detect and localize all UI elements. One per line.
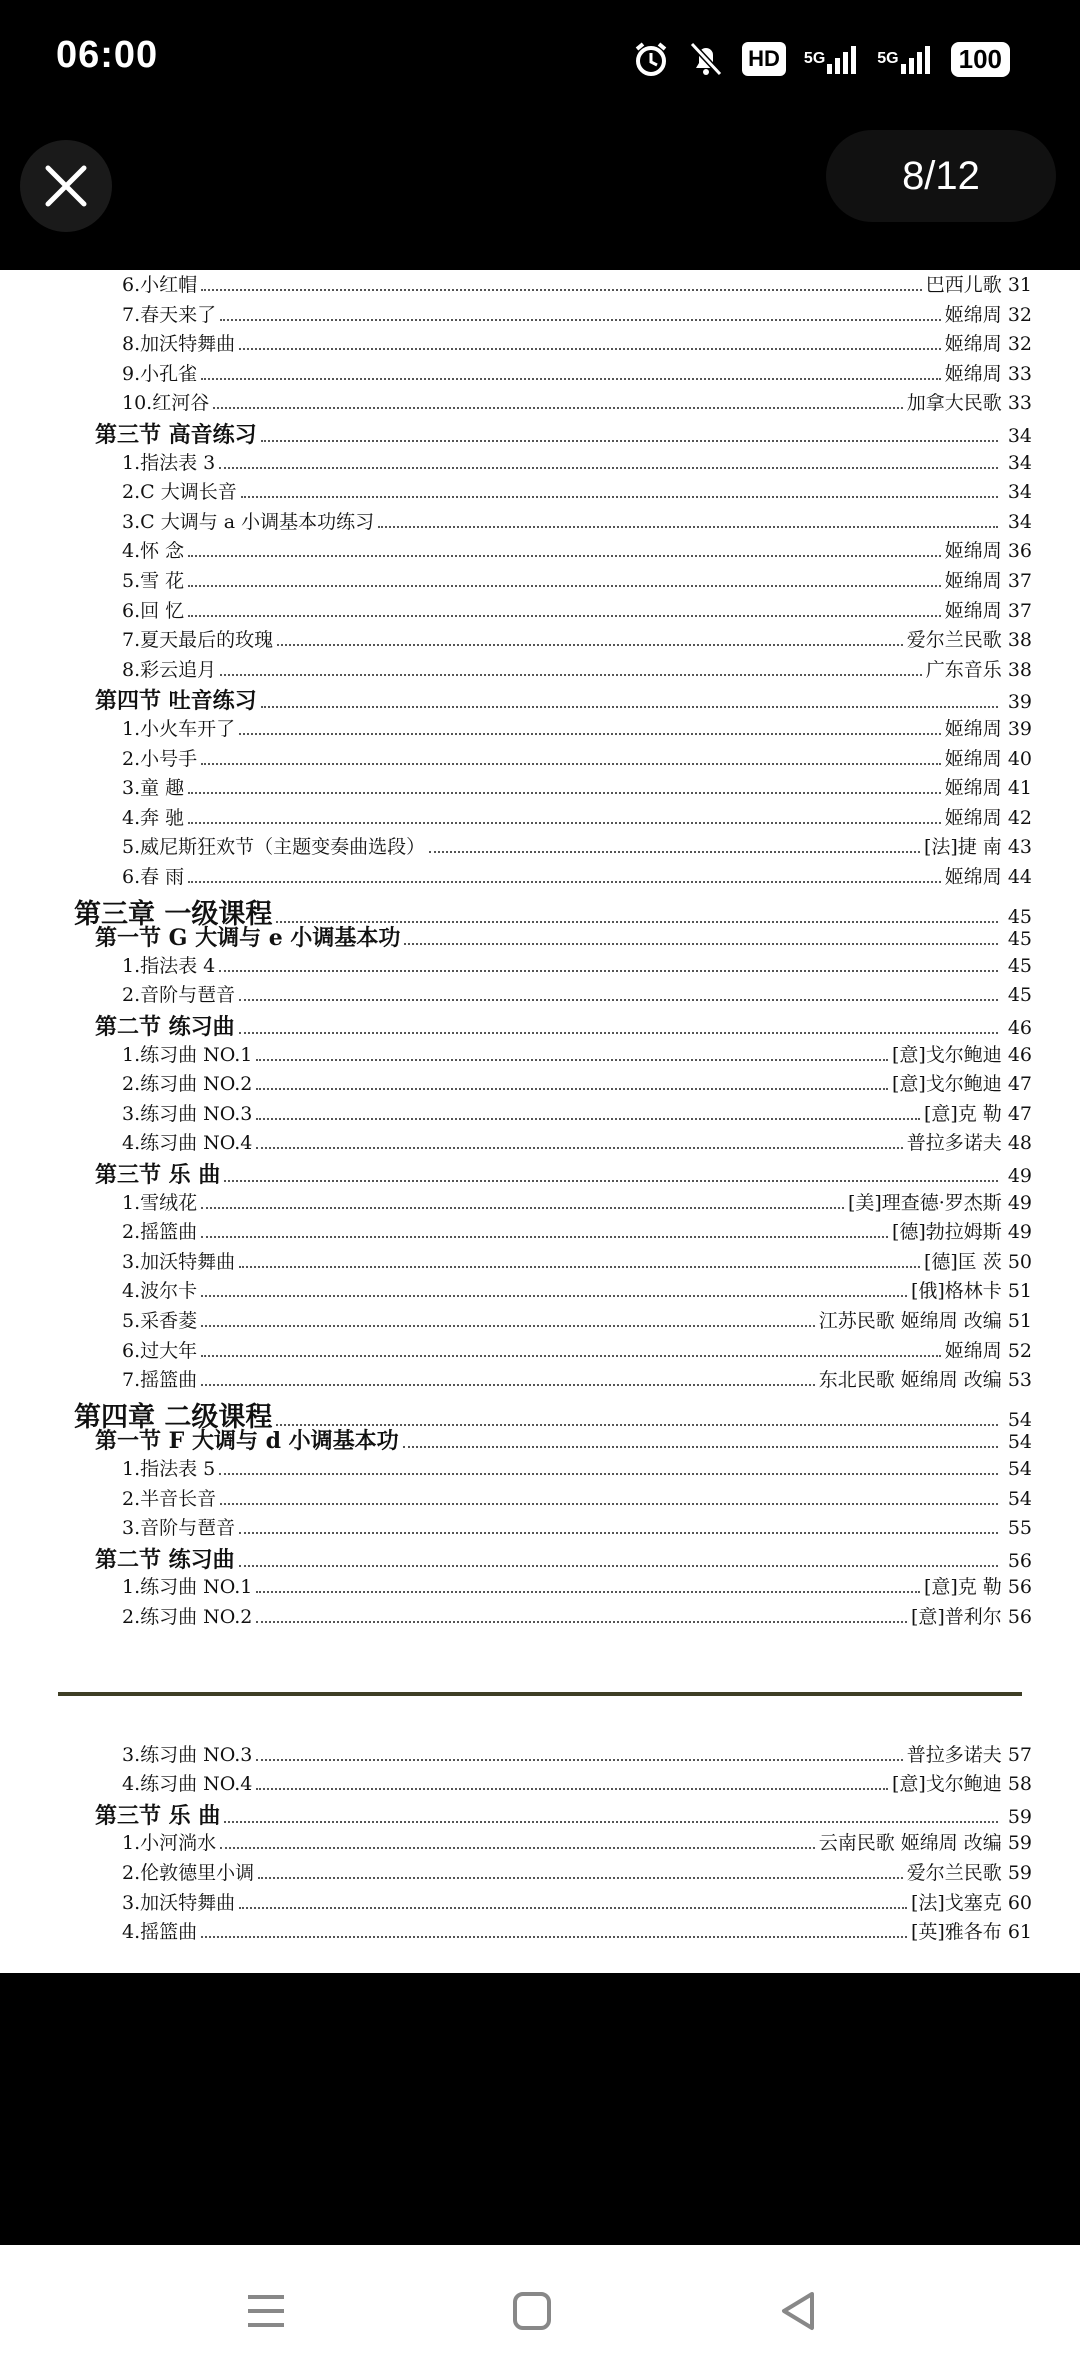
toc-author: 姬绵周	[944, 1339, 1002, 1362]
toc-page-number: 40	[1007, 747, 1032, 770]
toc-leader-dots	[256, 1759, 902, 1761]
toc-author: [法]捷 南	[923, 836, 1002, 859]
toc-page-number: 54	[1007, 1458, 1032, 1480]
toc-title: 3.加沃特舞曲	[122, 1891, 236, 1914]
toc-leader-dots	[201, 289, 922, 291]
toc-title: 2.摇篮曲	[122, 1221, 198, 1244]
toc-title: 6.过大年	[122, 1339, 198, 1362]
toc-author: [德]匡 茨	[923, 1250, 1002, 1273]
page-divider	[58, 1692, 1022, 1696]
toc-title: 9.小孔雀	[122, 362, 198, 385]
hd-badge: HD	[742, 42, 786, 76]
toc-title: 第三节 乐 曲	[95, 1802, 221, 1829]
toc-leader-dots	[201, 378, 941, 380]
toc-author: [俄]格林卡	[910, 1280, 1002, 1303]
toc-section-heading	[0, 1543, 1032, 1574]
toc-page-number: 37	[1007, 599, 1032, 622]
toc-title: 7.春天来了	[122, 303, 217, 326]
toc-page-number: 51	[1007, 1310, 1032, 1332]
toc-title: 3.加沃特舞曲	[122, 1250, 236, 1273]
toc-author: [意]戈尔鲍迪	[891, 1043, 1002, 1066]
toc-entry	[0, 1769, 1032, 1796]
toc-leader-dots	[219, 467, 998, 469]
alarm-icon	[632, 40, 670, 78]
toc-section-heading	[0, 1010, 1032, 1041]
toc-leader-dots	[277, 644, 903, 646]
toc-entry	[0, 329, 1032, 356]
toc-title: 2.音阶与琶音	[122, 984, 236, 1007]
toc-title: 第二节 练习曲	[95, 1546, 235, 1573]
battery-icon: 100	[951, 42, 1010, 77]
toc-page-number: 58	[1007, 1773, 1032, 1796]
toc-page-number: 37	[1007, 570, 1032, 592]
toc-leader-dots	[239, 1565, 998, 1567]
toc-title: 1.小河淌水	[122, 1832, 217, 1855]
toc-title: 2.伦敦德里小调	[122, 1862, 255, 1884]
toc-page-number: 50	[1007, 1250, 1032, 1273]
toc-entry	[0, 1828, 1032, 1855]
toc-author: 巴西儿歌	[925, 274, 1002, 296]
toc-page-number: 38	[1007, 629, 1032, 652]
toc-page-number: 54	[1007, 1431, 1032, 1454]
toc-entry	[0, 507, 1032, 534]
toc-entry	[0, 862, 1032, 889]
toc-entry	[0, 388, 1032, 415]
toc-leader-dots	[239, 1532, 998, 1534]
toc-leader-dots	[256, 1088, 888, 1090]
toc-leader-dots	[239, 1266, 920, 1268]
toc-leader-dots	[256, 1147, 902, 1149]
toc-leader-dots	[219, 970, 998, 972]
toc-leader-dots	[378, 526, 998, 528]
toc-leader-dots	[220, 319, 941, 321]
toc-author: 姬绵周	[944, 570, 1002, 592]
toc-title: 8.加沃特舞曲	[122, 333, 236, 356]
toc-page-number: 53	[1007, 1369, 1032, 1392]
toc-section-heading	[0, 418, 1032, 449]
toc-leader-dots	[220, 674, 922, 676]
toc-author: [法]戈塞克	[910, 1891, 1002, 1914]
toc-page-number: 41	[1007, 777, 1032, 800]
toc-leader-dots	[188, 881, 941, 883]
toc-title: 1.小火车开了	[122, 718, 236, 740]
toc-entry	[0, 1306, 1032, 1333]
toc-author: 广东音乐	[925, 658, 1002, 681]
toc-title: 1.雪绒花	[122, 1191, 198, 1214]
toc-leader-dots	[220, 1847, 815, 1849]
status-icons	[632, 34, 1010, 84]
toc-section-heading	[0, 1424, 1032, 1455]
toc-entry	[0, 270, 1032, 297]
toc-title: 6.回 忆	[122, 599, 185, 622]
toc-page-number: 54	[1007, 1408, 1032, 1431]
toc-leader-dots	[219, 1473, 998, 1475]
toc-author: 江苏民歌 姬绵周 改编	[818, 1310, 1002, 1332]
toc-title: 7.夏天最后的玫瑰	[122, 629, 274, 652]
toc-author: 东北民歌 姬绵周 改编	[818, 1369, 1002, 1392]
toc-page-number: 34	[1007, 425, 1032, 447]
signal-label-2: 5G	[877, 50, 899, 67]
toc-page-number: 49	[1007, 1165, 1032, 1187]
toc-entry	[0, 448, 1032, 475]
toc-entry	[0, 773, 1032, 800]
toc-title: 2.C 大调长音	[122, 481, 237, 504]
toc-entry	[0, 1276, 1032, 1303]
toc-page-number: 60	[1007, 1891, 1032, 1914]
toc-title: 4.波尔卡	[122, 1280, 198, 1303]
toc-leader-dots	[201, 1295, 907, 1297]
toc-author: [意]戈尔鲍迪	[891, 1773, 1002, 1796]
home-button[interactable]	[472, 2245, 592, 2376]
toc-entry	[0, 1917, 1032, 1944]
toc-page-number: 56	[1007, 1606, 1032, 1628]
toc-leader-dots	[188, 615, 941, 617]
toc-leader-dots	[239, 1032, 998, 1034]
toc-entry	[0, 803, 1032, 830]
toc-entry	[0, 1484, 1032, 1511]
signal-icon-2	[877, 42, 932, 76]
toc-entry	[0, 1069, 1032, 1096]
toc-title: 1.练习曲 NO.1	[122, 1576, 253, 1599]
toc-title: 1.指法表 5	[122, 1458, 216, 1480]
toc-page-number: 61	[1007, 1921, 1032, 1944]
toc-leader-dots	[429, 851, 920, 853]
toc-title: 第四节 吐音练习	[95, 688, 257, 715]
toc-page-number: 33	[1007, 362, 1032, 385]
menu-icon	[246, 2293, 286, 2329]
toc-title: 10.红河谷	[122, 392, 210, 415]
toc-author: 爱尔兰民歌	[906, 629, 1002, 652]
toc-entry	[0, 1740, 1032, 1767]
toc-leader-dots	[188, 822, 941, 824]
toc-title: 第一节 F 大调与 d 小调基本功	[95, 1428, 399, 1455]
toc-title: 5.威尼斯狂欢节（主题变奏曲选段）	[122, 836, 426, 859]
toc-entry	[0, 1365, 1032, 1392]
toc-page-number: 33	[1007, 392, 1032, 415]
toc-page-number: 56	[1007, 1549, 1032, 1572]
toc-author: 姬绵周	[944, 333, 1002, 356]
toc-title: 2.练习曲 NO.2	[122, 1606, 253, 1628]
toc-entry	[0, 1128, 1032, 1155]
toc-entry	[0, 1858, 1032, 1885]
toc-leader-dots	[220, 1503, 998, 1505]
toc-author: [德]勃拉姆斯	[891, 1221, 1002, 1244]
toc-entry	[0, 951, 1032, 978]
toc-author: 姬绵周	[944, 303, 1002, 326]
toc-page-number: 57	[1007, 1743, 1032, 1766]
toc-author: 姬绵周	[944, 866, 1002, 888]
toc-leader-dots	[201, 1236, 888, 1238]
toc-leader-dots	[261, 706, 998, 708]
toc-title: 第一节 G 大调与 e 小调基本功	[95, 925, 401, 952]
toc-title: 6.春 雨	[122, 866, 185, 888]
toc-entry	[0, 566, 1032, 593]
toc-page-number: 55	[1007, 1517, 1032, 1540]
toc-page-number: 59	[1007, 1805, 1032, 1828]
toc-entry	[0, 744, 1032, 771]
toc-page-number: 45	[1007, 954, 1032, 977]
toc-title: 3.童 趣	[122, 777, 185, 800]
toc-leader-dots	[201, 1384, 815, 1386]
toc-section-heading	[0, 921, 1032, 952]
toc-title: 2.练习曲 NO.2	[122, 1073, 253, 1096]
toc-title: 4.摇篮曲	[122, 1921, 198, 1944]
toc-title: 4.练习曲 NO.4	[122, 1773, 253, 1796]
toc-leader-dots	[256, 1118, 920, 1120]
toc-page-number: 38	[1007, 658, 1032, 681]
toc-title: 3.练习曲 NO.3	[122, 1743, 253, 1766]
toc-page-number: 56	[1007, 1576, 1032, 1599]
toc-leader-dots	[239, 733, 941, 735]
toc-title: 第三节 高音练习	[95, 422, 257, 448]
toc-author: 加拿大民歌	[906, 392, 1002, 415]
toc-title: 3.练习曲 NO.3	[122, 1102, 253, 1125]
menu-button[interactable]	[206, 2245, 326, 2376]
toc-entry	[0, 1454, 1032, 1481]
toc-title: 5.雪 花	[122, 570, 185, 592]
toc-page-number: 45	[1007, 928, 1032, 951]
toc-page-number: 32	[1007, 333, 1032, 356]
signal-label-1: 5G	[803, 50, 826, 67]
toc-title: 8.彩云追月	[122, 658, 217, 681]
toc-page-number: 34	[1007, 451, 1032, 474]
status-time: 06:00	[56, 34, 159, 76]
toc-entry	[0, 536, 1032, 563]
toc-leader-dots	[261, 440, 998, 442]
toc-page-number: 42	[1007, 806, 1032, 829]
toc-leader-dots	[404, 943, 997, 945]
toc-page-number: 59	[1007, 1832, 1032, 1855]
toc-title: 第二节 练习曲	[95, 1014, 235, 1040]
toc-title: 7.摇篮曲	[122, 1369, 198, 1392]
toc-leader-dots	[224, 1821, 997, 1823]
toc-author: 姬绵周	[944, 747, 1002, 770]
toc-section-heading	[0, 1158, 1032, 1189]
toc-page-number: 59	[1007, 1862, 1032, 1884]
toc-title: 1.练习曲 NO.1	[122, 1043, 253, 1066]
toc-author: 姬绵周	[944, 362, 1002, 385]
toc-page-number: 47	[1007, 1073, 1032, 1096]
toc-entry	[0, 359, 1032, 386]
toc-author: [意]克 勒	[923, 1102, 1002, 1125]
toc-page-number: 34	[1007, 481, 1032, 504]
toc-entry	[0, 1217, 1032, 1244]
toc-author: 姬绵周	[944, 599, 1002, 622]
toc-entry	[0, 1188, 1032, 1215]
toc-title: 第四章 二级课程	[74, 1401, 273, 1433]
toc-leader-dots	[256, 1788, 888, 1790]
toc-entry	[0, 1888, 1032, 1915]
toc-entry	[0, 714, 1032, 741]
toc-page-number: 46	[1007, 1043, 1032, 1066]
toc-leader-dots	[201, 1936, 907, 1938]
toc-entry	[0, 1040, 1032, 1067]
toc-leader-dots	[403, 1446, 998, 1448]
toc-section-heading	[0, 684, 1032, 715]
toc-page-number: 54	[1007, 1487, 1032, 1510]
toc-title: 1.指法表 4	[122, 954, 216, 977]
toc-leader-dots	[201, 763, 941, 765]
toc-page-number: 36	[1007, 540, 1032, 563]
toc-title: 1.指法表 3	[122, 451, 216, 474]
navigation-bar	[0, 2245, 1080, 2376]
toc-leader-dots	[213, 407, 903, 409]
toc-page-number: 34	[1007, 510, 1032, 533]
toc-leader-dots	[224, 1180, 997, 1182]
toc-author: 姬绵周	[944, 806, 1002, 829]
toc-title: 4.练习曲 NO.4	[122, 1132, 253, 1155]
toc-page-number: 52	[1007, 1339, 1032, 1362]
page-counter: 8/12	[826, 130, 1056, 222]
toc-title: 3.C 大调与 a 小调基本功练习	[122, 510, 375, 533]
toc-page-number: 39	[1007, 691, 1032, 714]
toc-page-number: 44	[1007, 866, 1032, 888]
document-page[interactable]	[0, 270, 1080, 1973]
toc-leader-dots	[188, 792, 941, 794]
toc-author: 普拉多诺夫	[906, 1743, 1002, 1766]
toc-title: 第三节 乐 曲	[95, 1162, 221, 1188]
toc-author: 爱尔兰民歌	[906, 1862, 1002, 1884]
toc-page-number: 43	[1007, 836, 1032, 859]
toc-title: 2.半音长音	[122, 1487, 217, 1510]
toc-page-number: 51	[1007, 1280, 1032, 1303]
toc-title: 6.小红帽	[122, 274, 198, 296]
close-button[interactable]	[20, 140, 112, 232]
toc-page-number: 49	[1007, 1191, 1032, 1214]
toc-author: [意]克 勒	[923, 1576, 1002, 1599]
toc-author: [意]戈尔鲍迪	[891, 1073, 1002, 1096]
toc-entry	[0, 1513, 1032, 1540]
toc-entry	[0, 832, 1032, 859]
toc-leader-dots	[256, 1059, 888, 1061]
status-bar	[0, 0, 1080, 120]
close-icon	[44, 164, 88, 208]
mute-bell-icon	[688, 40, 724, 78]
toc-title: 2.小号手	[122, 747, 198, 770]
toc-page-number: 49	[1007, 1221, 1032, 1244]
toc-leader-dots	[201, 1325, 815, 1327]
toc-page-number: 46	[1007, 1017, 1032, 1039]
toc-leader-dots	[239, 999, 998, 1001]
toc-author: 姬绵周	[944, 540, 1002, 563]
toc-author: 云南民歌 姬绵周 改编	[818, 1832, 1002, 1855]
toc-author: [英]雅各布	[910, 1921, 1002, 1944]
toc-entry	[0, 625, 1032, 652]
toc-entry	[0, 655, 1032, 682]
toc-title: 第三章 一级课程	[74, 898, 273, 930]
toc-leader-dots	[241, 496, 998, 498]
toc-leader-dots	[256, 1591, 920, 1593]
back-icon	[778, 2290, 818, 2332]
toc-author: 普拉多诺夫	[906, 1132, 1002, 1155]
toc-section-heading	[0, 1799, 1032, 1830]
toc-entry	[0, 1336, 1032, 1363]
toc-entry	[0, 477, 1032, 504]
toc-entry	[0, 1572, 1032, 1599]
toc-leader-dots	[188, 585, 941, 587]
toc-page-number: 45	[1007, 984, 1032, 1007]
toc-entry	[0, 1602, 1032, 1629]
toc-page-number: 39	[1007, 718, 1032, 740]
toc-entry	[0, 1247, 1032, 1274]
toc-leader-dots	[239, 1907, 907, 1909]
toc-leader-dots	[256, 1621, 907, 1623]
toc-entry	[0, 596, 1032, 623]
toc-author: 姬绵周	[944, 718, 1002, 740]
toc-title: 4.怀 念	[122, 540, 185, 563]
toc-author: [意]普利尔	[910, 1606, 1002, 1628]
toc-entry	[0, 980, 1032, 1007]
toc-page-number: 48	[1007, 1132, 1032, 1155]
toc-page-number: 47	[1007, 1102, 1032, 1125]
home-icon	[512, 2291, 552, 2331]
toc-leader-dots	[239, 348, 941, 350]
toc-leader-dots	[201, 1355, 941, 1357]
toc-title: 5.采香菱	[122, 1310, 198, 1332]
toc-author: 姬绵周	[944, 777, 1002, 800]
signal-icon-1	[804, 42, 859, 76]
toc-leader-dots	[258, 1877, 903, 1879]
toc-title: 4.奔 驰	[122, 806, 185, 829]
toc-entry	[0, 300, 1032, 327]
toc-leader-dots	[188, 555, 941, 557]
toc-leader-dots	[201, 1207, 844, 1209]
toc-title: 3.音阶与琶音	[122, 1517, 236, 1540]
toc-page-number: 31	[1007, 274, 1032, 296]
back-button[interactable]	[738, 2245, 858, 2376]
toc-entry	[0, 1099, 1032, 1126]
toc-page-number: 32	[1007, 303, 1032, 326]
toc-page-number: 45	[1007, 905, 1032, 928]
toc-author: [美]理查德·罗杰斯	[847, 1191, 1002, 1214]
